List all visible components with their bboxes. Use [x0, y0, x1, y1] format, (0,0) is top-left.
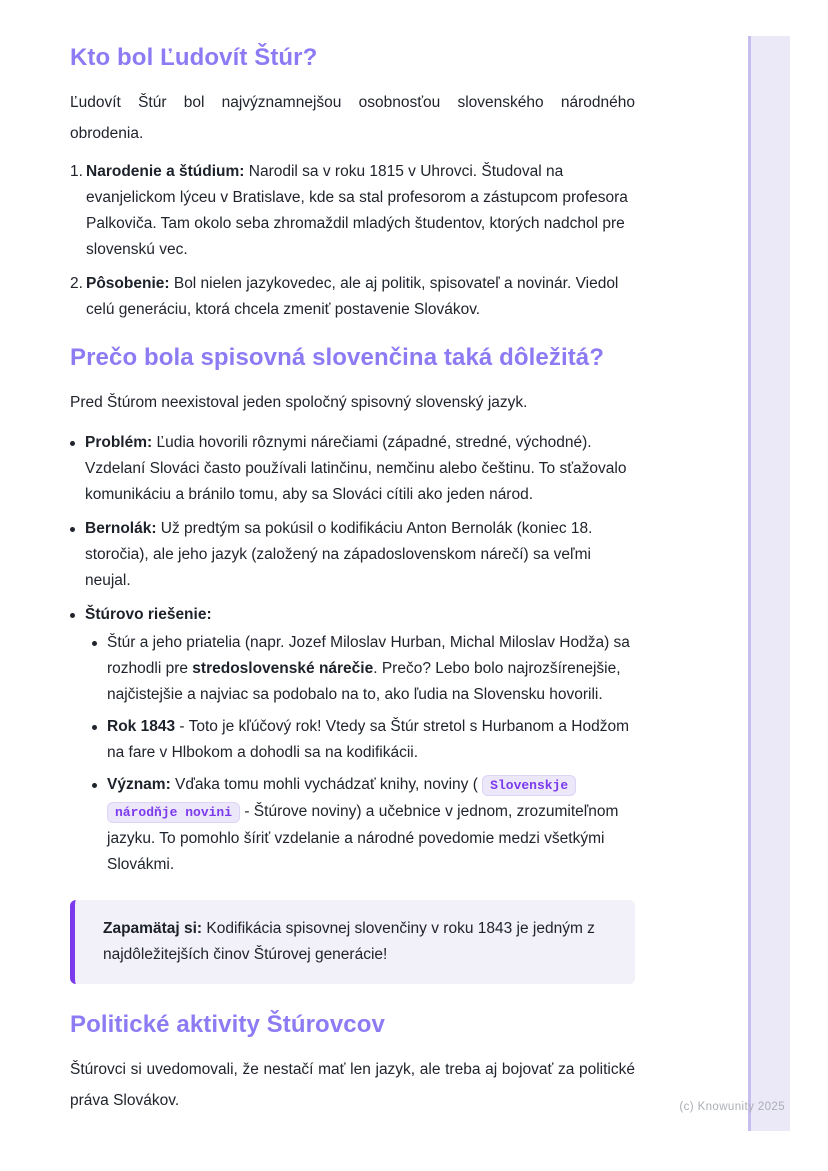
bullet-cell — [70, 516, 85, 594]
list-item-label: Rok 1843 — [107, 718, 176, 735]
right-vertical-bar — [748, 36, 790, 1131]
bullet-icon — [70, 527, 75, 532]
intro-paragraph-stur: Ľudovít Štúr bol najvýznamnejšou osobnosťou slovenského národného obrodenia. — [70, 94, 635, 142]
list-item-body — [86, 159, 635, 263]
list-item-body — [86, 271, 635, 323]
bullet-list — [70, 430, 635, 884]
list-number: 2. — [70, 275, 83, 292]
list-item-body — [85, 602, 635, 884]
list-item-text: Narodil sa v roku 1815 v Uhrovci. Študoval na evanjelickom lýceu v Bratislave, kde sa stal profesorom a zástupcom profesora Palkoviča. Tam okolo seba zhromaždil mladých študentov, ktorých nadchol pre slovenskú vec. — [86, 163, 628, 258]
list-item-posobenie — [70, 271, 635, 323]
callout-label: Zapamätaj si: — [103, 920, 203, 937]
section-heading-kto-bol-ludovit-stur: Kto bol Ľudovít Štúr? — [70, 44, 318, 71]
list-item-label: Narodenie a štúdium: — [86, 163, 245, 180]
list-item-text: Vďaka tomu mohli vychádzať knihy, noviny ( — [170, 776, 483, 793]
numbered-list — [70, 159, 635, 323]
callout-text: Kodifikácia spisovnej slovenčiny v roku 1843 je jedným z najdôležitejších činov Štúrovej generácie! — [103, 920, 595, 963]
list-item-bernolak — [70, 516, 635, 594]
list-item-text: Bol nielen jazykovedec, ale aj politik, spisovateľ a novinár. Viedol celú generáciu, ktorá chcela zmeniť postavenie Slovákov. — [86, 275, 619, 318]
list-item-text: Už predtým sa pokúsil o kodifikáciu Anton Bernolák (koniec 18. storočia), ale jeho jazyk (založený na západoslovenskom nárečí) sa veľmi neujal. — [85, 520, 593, 589]
list-item-label: Štúrovo riešenie: — [85, 606, 212, 623]
bullet-cell — [92, 630, 107, 708]
list-item-text: . Prečo? Lebo bolo najrozšírenejšie, najčistejšie a najviac sa podobalo na to, ako ľudia na Slovensku hovorili. — [107, 660, 621, 703]
footer-credit: (c) Knowunity 2025 — [679, 1101, 785, 1113]
list-item-problem — [70, 430, 635, 508]
list-item-sturovo-riesenie — [70, 602, 635, 884]
list-item-emphasis: stredoslovenské nárečie — [192, 660, 374, 677]
bullet-cell — [70, 602, 85, 884]
list-item-label: Význam: — [107, 776, 171, 793]
list-number: 1. — [70, 163, 83, 180]
bullet-icon — [70, 613, 75, 618]
bullet-icon — [70, 441, 75, 446]
list-item-text: Ľudia hovorili rôznymi nárečiami (západné, stredné, východné). Vzdelaní Slováci často používali latinčinu, nemčinu alebo češtinu. To sťažovalo komunikáciu a bránilo tomu, aby sa Slováci cítili ako jeden národ. — [85, 434, 627, 503]
list-item-narodenie — [70, 159, 635, 263]
intro-paragraph-politicke: Štúrovci si uvedomovali, že nestačí mať len jazyk, ale treba aj bojovať za politické práva Slovákov. — [70, 1061, 635, 1109]
bullet-icon — [92, 641, 97, 646]
bullet-icon — [92, 725, 97, 730]
list-item-body — [85, 430, 635, 508]
bullet-cell — [70, 430, 85, 508]
bullet-cell — [92, 772, 107, 878]
list-item-body — [107, 630, 635, 708]
list-item-rok-1843 — [92, 714, 635, 766]
document-content — [70, 0, 635, 1126]
intro-paragraph-spisovna: Pred Štúrom neexistoval jeden spoločný spisovný slovenský jazyk. — [70, 394, 528, 411]
list-item-body — [107, 772, 635, 878]
list-item-label: Pôsobenie: — [86, 275, 170, 292]
list-item-text: - Štúrove noviny) a učebnice v jednom, zrozumiteľnom jazyku. To pomohlo šíriť vzdelanie a národné povedomie medzi všetkými Slovákmi. — [107, 803, 619, 873]
list-item-text: - Toto je kľúčový rok! Vtedy sa Štúr stretol s Hurbanom a Hodžom na fare v Hlbokom a dohodli sa na kodifikácii. — [107, 718, 629, 761]
list-item-label: Bernolák: — [85, 520, 157, 537]
list-item-label: Problém: — [85, 434, 153, 451]
nested-bullet-list — [92, 630, 635, 878]
list-item-body — [85, 516, 635, 594]
bullet-cell — [92, 714, 107, 766]
bullet-icon — [92, 783, 97, 788]
list-item-stredoslovenske-narecie — [92, 630, 635, 708]
inline-code-slovenskje-narodnje-novini: Slovenskje národňje novini — [107, 775, 576, 823]
callout-zapamataj-si — [70, 900, 635, 984]
list-item-body — [107, 714, 635, 766]
list-item-text: Štúr a jeho priatelia (napr. Jozef Miloslav Hurban, Michal Miloslav Hodža) sa rozhodli pre — [107, 634, 630, 677]
section-heading-politicke-aktivity: Politické aktivity Štúrovcov — [70, 1011, 385, 1038]
section-heading-preco-spisovna-slovencina: Prečo bola spisovná slovenčina taká dôležitá? — [70, 344, 605, 371]
list-item-vyznam — [92, 772, 635, 878]
